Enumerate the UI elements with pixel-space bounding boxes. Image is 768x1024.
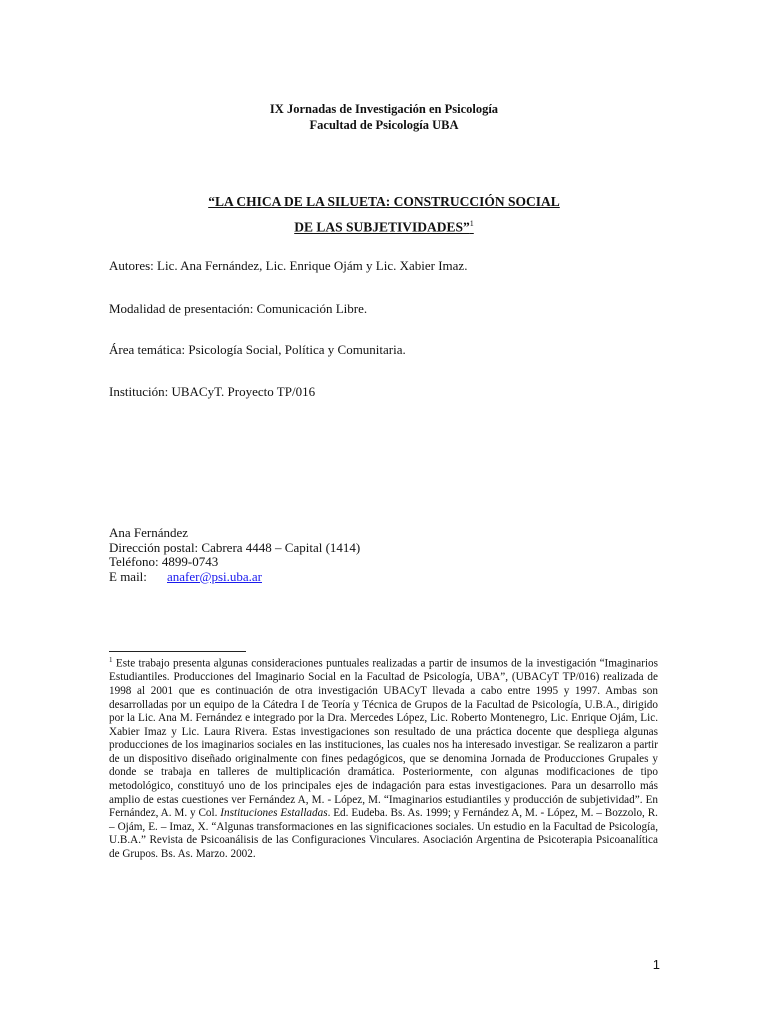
faculty-name: Facultad de Psicología UBA — [309, 118, 459, 132]
contact-address: Dirección postal: Cabrera 4448 – Capital (1414) — [109, 539, 361, 555]
title-footnote-ref: 1 — [469, 219, 474, 228]
modality-line: Modalidad de presentación: Comunicación Libre. — [109, 301, 368, 316]
footnote-text-2: . Ed. Eudeba. Bs. As. 1999; y Fernández A, M. - López, M. – Bozzolo, R. – Ojám, E. – Imaz, X. “Algunas transformaciones en las significaciones sociales. Un estudio en la Facultad de Psicología, U.B.A.” Revista de Psicoanálisis de las Configuraciones Vinculares. Asociación Argentina de Psicoterapia Psicoanalítica de Grupos. Bs. As. Marzo. 2002. — [109, 807, 658, 861]
area-line: Área temática: Psicología Social, Política y Comunitaria. — [109, 342, 406, 357]
footnote-separator — [109, 651, 246, 652]
footnote-text-1: Este trabajo presenta algunas consideraciones puntuales realizadas a partir de insumos de la investigación “Imaginarios Estudiantiles. Producciones del Imaginario Social en la Facultad de Psicología, UBA”, (UBACyT TP/016) realizada de 1998 al 2001 que es continuación de otra investigación UBACyT llevada a cabo entre 1995 y 1997. Ambas son desarrolladas por un equipo de la Cátedra I de Teoría y Técnica de Grupos de la Facultad de Psicología, U.B.A., dirigido por la Lic. Ana M. Fernández e integrado por la Dra. Mercedes López, Lic. Roberto Montenegro, Lic. Enrique Ojám, Lic. Xabier Imaz y Lic. Laura Rivera. Estas investigaciones son resultado de una práctica docente que despliega algunas producciones de los imaginarios sociales en las instituciones, las cuales nos ha interesado investigar. Se realizaron a partir de un dispositivo diseñado originalmente con fines pedagógicos, que se denomina Jornada de Producciones Grupales y donde se trabaja en talleres de multiplicación dramática. Posteriormente, con algunas modificaciones de tipo metodológico, constituyó uno de los principales ejes de indagación para estas investigaciones. Para un desarrollo más amplio de estas cuestiones ver Fernández A, M. - López, M. “Imaginarios estudiantiles y producción de subjetividad”. En Fernández, A. M. y Col. — [109, 657, 658, 820]
email-label: E mail: — [109, 568, 147, 584]
title-line-2 — [0, 213, 768, 239]
footnote — [109, 654, 658, 862]
email-link[interactable]: anafer@psi.uba.ar — [167, 568, 262, 584]
paper-title — [0, 191, 768, 239]
conference-header — [0, 101, 768, 133]
contact-email-row — [109, 570, 360, 585]
footnote-number: 1 — [109, 656, 113, 664]
page-number: 1 — [652, 957, 660, 972]
conference-name: IX Jornadas de Investigación en Psicología — [269, 102, 499, 116]
contact-phone: Teléfono: 4899-0743 — [109, 554, 219, 569]
authors-line: Autores: Lic. Ana Fernández, Lic. Enrique Ojám y Lic. Xabier Imaz. — [109, 258, 468, 273]
contact-block — [109, 526, 360, 584]
contact-name: Ana Fernández — [109, 525, 189, 540]
footnote-book-title: Instituciones Estalladas — [220, 807, 328, 820]
title-line-1: “LA CHICA DE LA SILUETA: CONSTRUCCIÓN SOCIAL — [208, 194, 560, 209]
title-line-2-text: DE LAS SUBJETIVIDADES” — [294, 219, 470, 235]
institution-line: Institución: UBACyT. Proyecto TP/016 — [109, 384, 316, 399]
